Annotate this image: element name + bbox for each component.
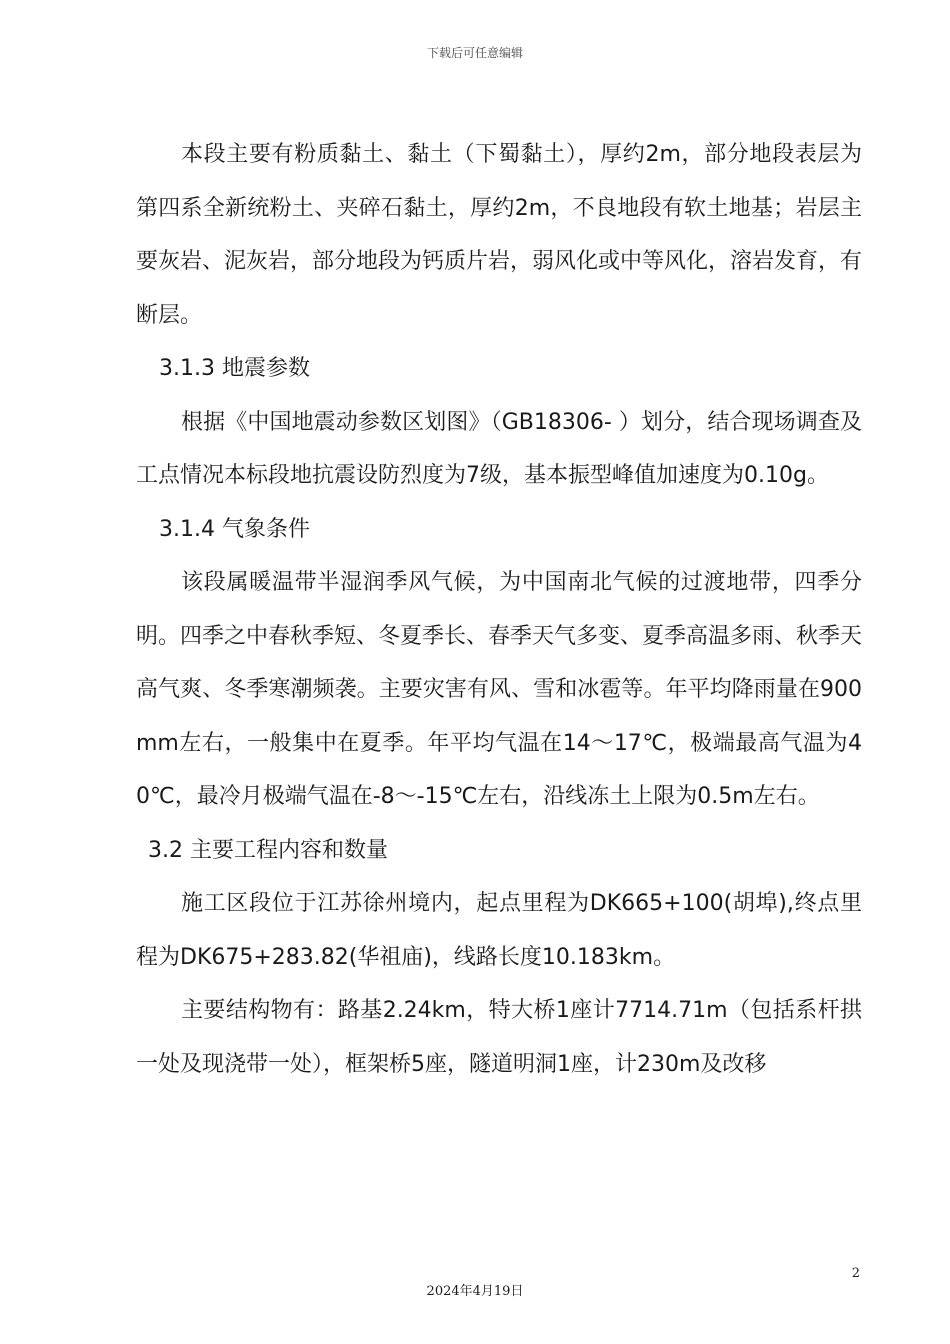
paragraph-construction-section: 施工区段位于江苏徐州境内，起点里程为DK665+100(胡埠),终点里程为DK675+283.82(华祖庙)，线路长度10.183km。 [136, 891, 862, 970]
page-number: 2 [851, 1266, 860, 1281]
paragraph-main-structures: 主要结构物有：路基2.24km，特大桥1座计7714.71m（包括系杆拱一处及现浇带一处），框架桥5座，隧道明洞1座，计230m及改移 [136, 998, 862, 1077]
section-heading-3-2: 3.2 主要工程内容和数量 [148, 837, 388, 863]
paragraph-seismic-parameters: 根据《中国地震动参数区划图》（GB18306- ）划分，结合现场调查及工点情况本标段地抗震设防烈度为7级，基本振型峰值加速度为0.10g。 [136, 409, 862, 488]
paragraph-climate-conditions: 该段属暖温带半湿润季风气候，为中国南北气候的过渡地带，四季分明。四季之中春秋季短、冬夏季长、春季天气多变、夏季高温多雨、秋季天高气爽、冬季寒潮频袭。主要灾害有风、雪和冰雹等。年平均降雨量在900mm左右，一般集中在夏季。年平均气温在14～17℃，极端最高气温为40℃，最冷月极端气温在-8～-15℃左右，沿线冻土上限为0.5m左右。 [136, 570, 863, 809]
page-footer-date: 2024年4月19日 [426, 1284, 524, 1299]
page-header: 下载后可任意编辑 [426, 46, 523, 60]
paragraph-soil-description: 本段主要有粉质黏土、黏土（下蜀黏土），厚约2m，部分地段表层为第四系全新统粉土、夹碎石黏土，厚约2m，不良地段有软土地基；岩层主要灰岩、泥灰岩，部分地段为钙质片岩，弱风化或中等风化，溶岩发育，有断层。 [136, 142, 863, 328]
section-heading-3-1-3: 3.1.3 地震参数 [159, 356, 310, 381]
section-heading-3-1-4: 3.1.4 气象条件 [159, 516, 310, 542]
document-body [136, 128, 862, 1091]
